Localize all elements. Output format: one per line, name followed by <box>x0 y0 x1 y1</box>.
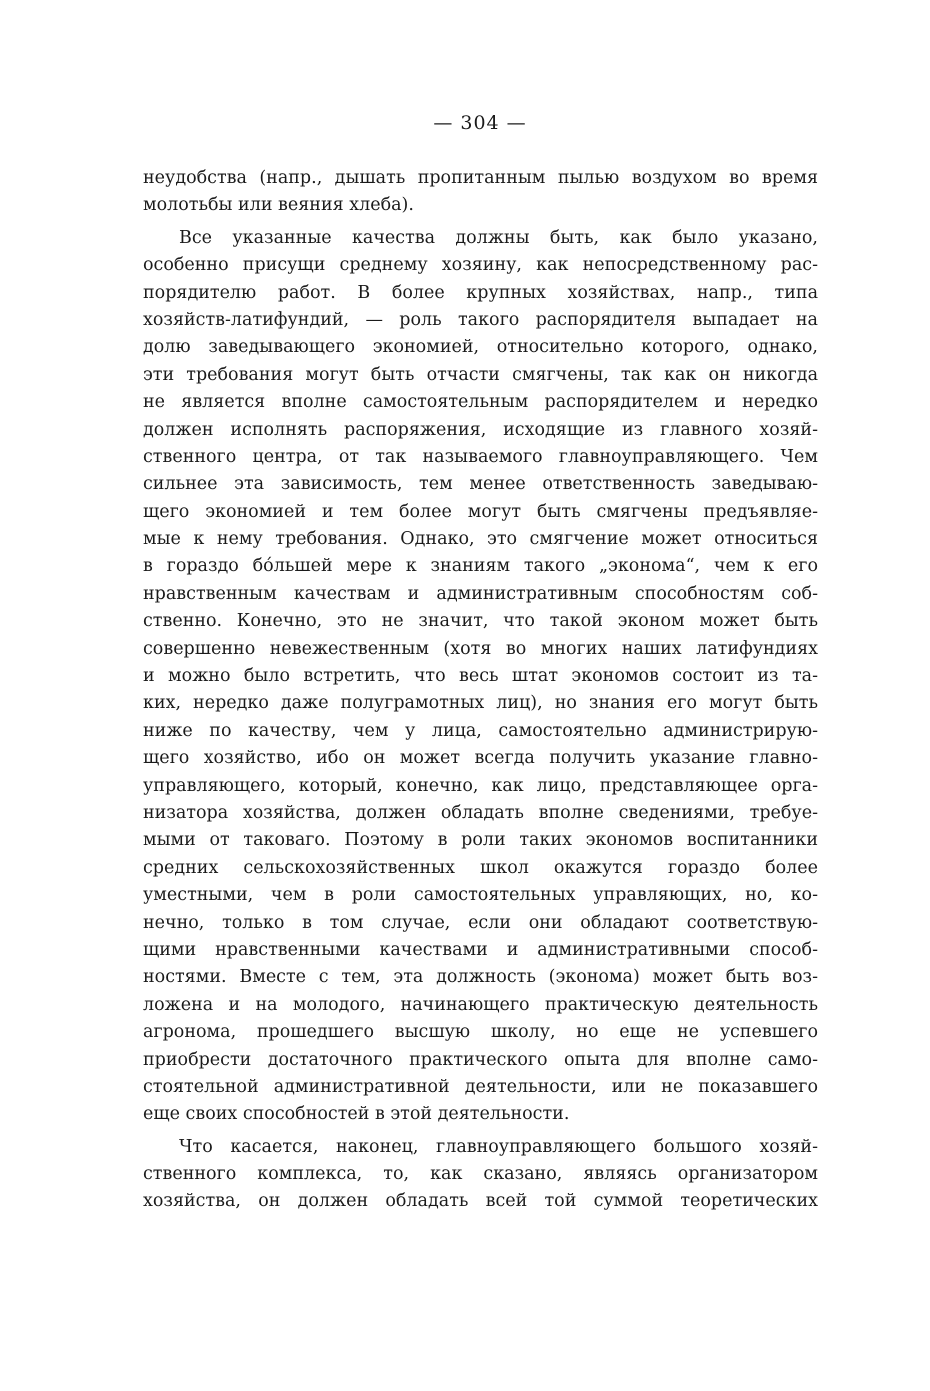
text-line: щими нравственными качествами и административными способ- <box>143 939 818 960</box>
text-line: мые к нему требования. Однако, это смягчение может относиться <box>143 529 818 550</box>
text-line: в гораздо бо́льшей мере к знаниям такого „эконома“, чем к его <box>143 556 818 577</box>
text-line: ложена и на молодого, начинающего практическую деятельность <box>143 994 818 1015</box>
text-line: стоятельной административной деятельности, или не показавшего <box>143 1076 818 1097</box>
text-line: приобрести достаточного практического опыта для вполне само- <box>143 1049 818 1070</box>
text-line: ких, нередко даже полуграмотных лиц), но знания его могут быть <box>143 693 818 714</box>
text-line: нечно, только в том случае, если они обладают соответствую- <box>143 912 818 933</box>
text-line: хозяйства, он должен обладать всей той суммой теоретических <box>143 1191 818 1212</box>
text-line: низатора хозяйства, должен обладать вполне сведениями, требуе- <box>143 802 818 823</box>
body-text <box>143 165 818 1216</box>
paragraph <box>143 225 818 1129</box>
text-line: молотьбы или веяния хлеба). <box>143 195 414 216</box>
text-line: ственного комплекса, то, как сказано, являясь организатором <box>143 1164 818 1185</box>
text-line: неудобства (напр., дышать пропитанным пылью воздухом во время <box>143 168 818 188</box>
text-line: ственного центра, от так называемого главноуправляющего. Чем <box>143 446 818 467</box>
text-line: долю заведывающего экономией, относительно которого, однако, <box>143 337 818 358</box>
text-line: уместными, чем в роли самостоятельных управляющих, но, ко- <box>143 885 818 906</box>
text-line: не является вполне самостоятельным распорядителем и нередко <box>143 392 818 413</box>
text-line: щего экономией и тем более могут быть смягчены предъявляе- <box>143 501 818 522</box>
text-line: мыми от таковаго. Поэтому в роли таких экономов воспитанники <box>143 830 818 851</box>
text-line: Все указанные качества должны быть, как было указано, <box>179 227 818 248</box>
text-line: хозяйств-латифундий, — роль такого распорядителя выпадает на <box>143 309 818 330</box>
text-line: ниже по качеству, чем у лица, самостоятельно администрирую- <box>143 720 818 741</box>
text-line: эти требования могут быть отчасти смягчены, так как он никогда <box>143 364 818 385</box>
text-line: средних сельскохозяйственных школ окажутся гораздо более <box>143 857 818 878</box>
text-line: управляющего, который, конечно, как лицо, представляющее орга- <box>143 775 818 796</box>
text-line: Что касается, наконец, главноуправляющего большого хозяй- <box>179 1136 818 1157</box>
text-line: особенно присущи среднему хозяину, как непосредственному рас- <box>143 255 818 276</box>
paragraph <box>143 1134 818 1216</box>
text-line: нравственным качествам и административным способностям соб- <box>143 583 818 604</box>
text-line: ственно. Конечно, это не значит, что такой эконом может быть <box>143 611 818 632</box>
text-line: порядителю работ. В более крупных хозяйствах, напр., типа <box>143 282 818 303</box>
text-line: и можно было встретить, что весь штат экономов состоит из та- <box>143 666 818 687</box>
page-number: — 304 — <box>433 112 527 134</box>
text-line: еще своих способностей в этой деятельности. <box>143 1104 570 1125</box>
text-line: совершенно невежественным (хотя во многих наших латифундиях <box>143 638 818 659</box>
text-line: ностями. Вместе с тем, эта должность (эконома) может быть воз- <box>143 967 818 988</box>
text-line: щего хозяйство, ибо он может всегда получить указание главно- <box>143 748 818 769</box>
text-line: должен исполнять распоряжения, исходящие из главного хозяй- <box>143 419 818 440</box>
text-line: агронома, прошедшего высшую школу, но еще не успевшего <box>143 1022 818 1043</box>
text-line: сильнее эта зависимость, тем менее ответственность заведываю- <box>143 474 818 495</box>
paragraph <box>143 165 818 220</box>
